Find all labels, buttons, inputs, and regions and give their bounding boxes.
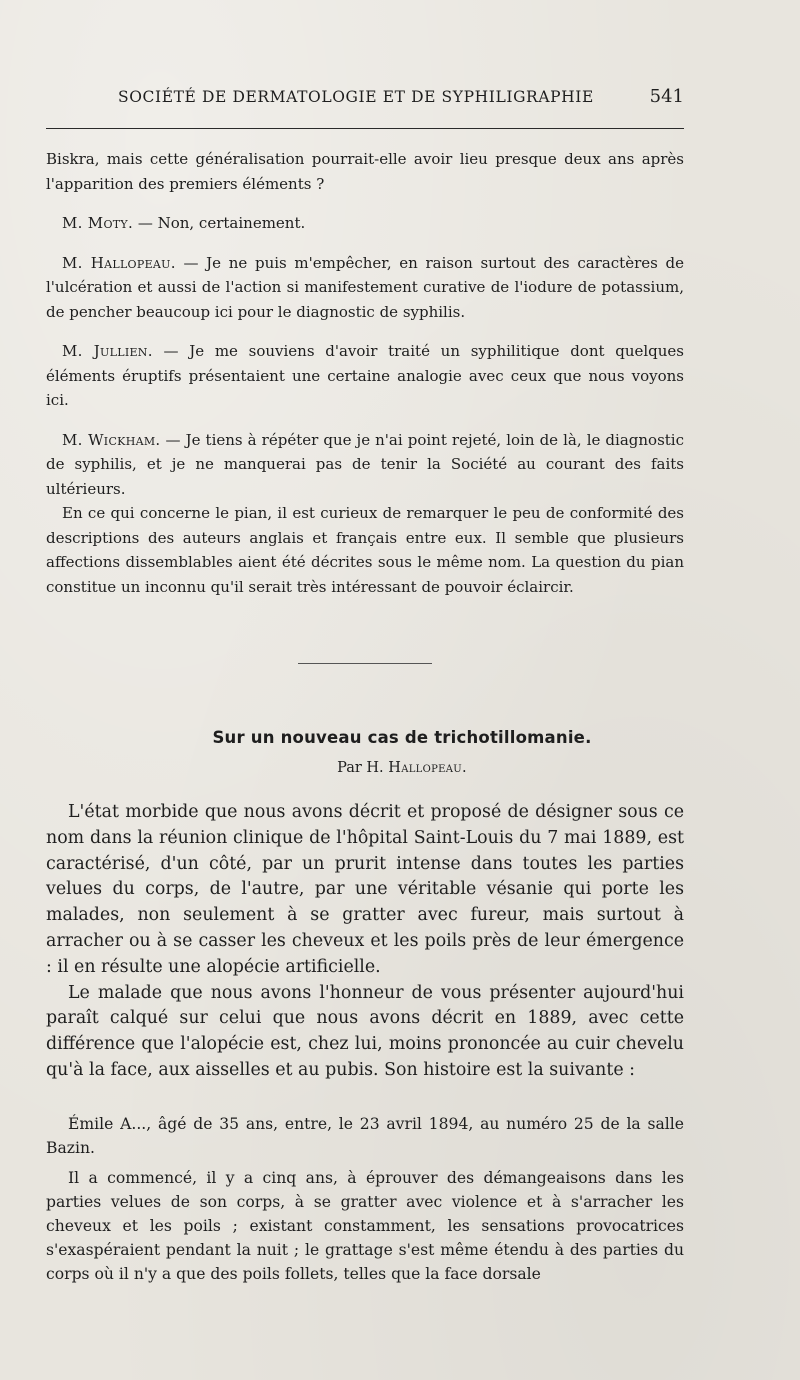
article-body	[46, 800, 684, 1084]
discussion-paragraph-wickham	[46, 428, 684, 502]
discussion-paragraph-1: Biskra, mais cette généralisation pourrait-elle avoir lieu presque deux ans après l'apparition des premiers éléments ?	[46, 150, 684, 193]
speaker-remark: — Je tiens à répéter que je n'ai point rejeté, loin de là, le diagnostic de syphilis, et je ne manquerai pas de tenir la Société au courant des faits ultérieurs.	[46, 430, 684, 498]
byline-prefix: Par H.	[337, 760, 389, 776]
speaker-remark: — Je me souviens d'avoir traité un syphilitique dont quelques éléments éruptifs présentaient une certaine analogie avec ceux que nous voyons ici.	[46, 342, 685, 409]
speaker-name: M. Jullien.	[62, 342, 153, 360]
article-paragraph-1: L'état morbide que nous avons décrit et proposé de désigner sous ce nom dans la réunion clinique de l'hôpital Saint-Louis du 7 mai 1889, est caractérisé, d'un côté, par un prurit intense dans toutes les parties velues du corps, de l'autre, par une véritable vésanie qui porte les malades, non seulement à se gratter avec fureur, mais surtout à arracher ou à se casser les cheveux et les poils près de leur émergence : il en résulte une alopécie artificielle.	[46, 802, 684, 977]
page-number: 541	[649, 86, 684, 107]
case-paragraph-2: Il a commencé, il y a cinq ans, à éprouver des démangeaisons dans les parties velues de son corps, à se gratter avec violence et à s'arracher les cheveux et les poils ; existant constamment, les sensations provocatrices s'exaspéraient pendant la nuit ; le grattage s'est même étendu à des parties du corps où il n'y a que des poils follets, telles que la face dorsale	[46, 1169, 684, 1283]
discussion-paragraph-moty	[46, 211, 684, 236]
running-title: SOCIÉTÉ DE DERMATOLOGIE ET DE SYPHILIGRAPHIE	[118, 88, 594, 106]
section-divider	[298, 663, 432, 664]
speaker-remark: — Je ne puis m'empêcher, en raison surtout des caractères de l'ulcération et aussi de l'action si manifestement curative de l'iodure de potassium, de pencher beaucoup ici pour le diagnostic de syphilis.	[46, 253, 684, 321]
article-title: Sur un nouveau cas de trichotillomanie.	[212, 728, 592, 747]
header-rule	[46, 128, 684, 129]
speaker-name: M. Wickham.	[62, 430, 161, 449]
discussion-paragraph-jullien	[46, 339, 684, 413]
speaker-remark: — Non, certainement.	[133, 214, 306, 232]
case-paragraph-1: Émile A..., âgé de 35 ans, entre, le 23 avril 1894, au numéro 25 de la salle Bazin.	[46, 1115, 684, 1157]
discussion-paragraph-hallopeau	[46, 251, 684, 325]
speaker-name: M. Hallopeau.	[62, 253, 176, 272]
case-report	[46, 1112, 684, 1286]
discussion-paragraph-pian: En ce qui concerne le pian, il est curieux de remarquer le peu de conformité des descriptions des auteurs anglais et français entre eux. Il semble que plusieurs affections dissemblables aient été décrites sous le même nom. La question du pian constitue un inconnu qu'il serait très intéressant de pouvoir éclaircir.	[46, 504, 684, 596]
byline-author: Hallopeau.	[388, 760, 467, 776]
speaker-name: M. Moty.	[62, 214, 134, 232]
article-byline	[46, 760, 758, 776]
running-header	[118, 88, 684, 106]
article-paragraph-2: Le malade que nous avons l'honneur de vous présenter aujourd'hui paraît calqué sur celui que nous avons décrit en 1889, avec cette différence que l'alopécie est, chez lui, moins prononcée au cuir chevelu qu'à la face, aux aisselles et au pubis. Son histoire est la suivante :	[46, 982, 684, 1080]
discussion-section	[46, 147, 684, 599]
